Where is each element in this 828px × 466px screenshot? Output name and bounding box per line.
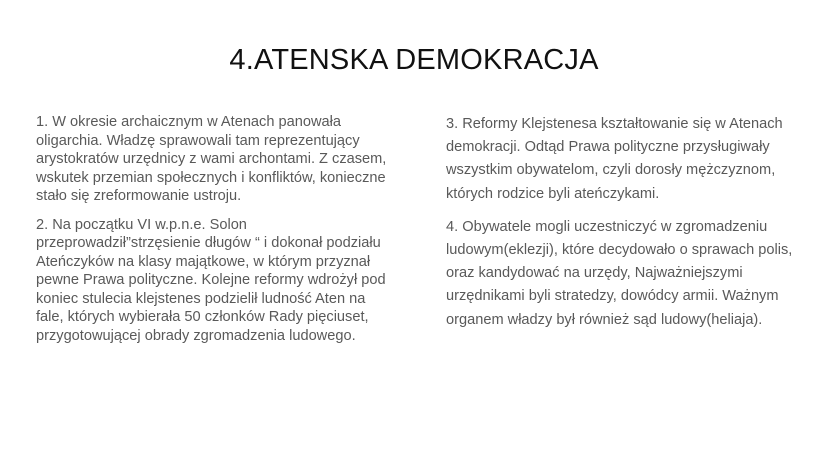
paragraph-1: 1. W okresie archaicznym w Atenach panowała oligarchia. Władzę sprawowali tam reprezentujący arystokratów urzędnicy z wami archontami. Z czasem, wskutek przemian społecznych i konfliktów, konieczne stało się zreformowanie ustroju.	[36, 114, 387, 204]
left-column	[36, 113, 396, 345]
paragraph-3: 3. Reformy Klejstenesa kształtowanie się w Atenach demokracji. Odtąd Prawa polityczne przysługiwały wszystkim obywatelom, czyli dorosły mężczyznom, których rodzice byli ateńczykami.	[446, 116, 783, 202]
paragraph-4: 4. Obywatele mogli uczestniczyć w zgromadzeniu ludowym(eklezji), które decydowało o sprawach polis, oraz kandydować na urzędy, Najważniejszymi urzędnikami byli stratedzy, dowódcy armii. Ważnym organem władzy był również sąd ludowy(heliaja).	[446, 218, 793, 328]
paragraph-2: 2. Na początku VI w.p.n.e. Solon przeprowadził”strzęsienie długów “ i dokonał podziału Ateńczyków na klasy majątkowe, w którym przyznał pewne Prawa polityczne. Kolejne reformy wdrożył pod koniec stulecia klejstenes podzielił ludność Aten na fale, których wybierała 50 członków Rady pięciuset, przygotowującej obrady zgromadzenia ludowego.	[36, 216, 386, 344]
slide-title: 4.ATENSKA DEMOKRACJA	[229, 44, 599, 76]
right-column	[446, 113, 798, 332]
